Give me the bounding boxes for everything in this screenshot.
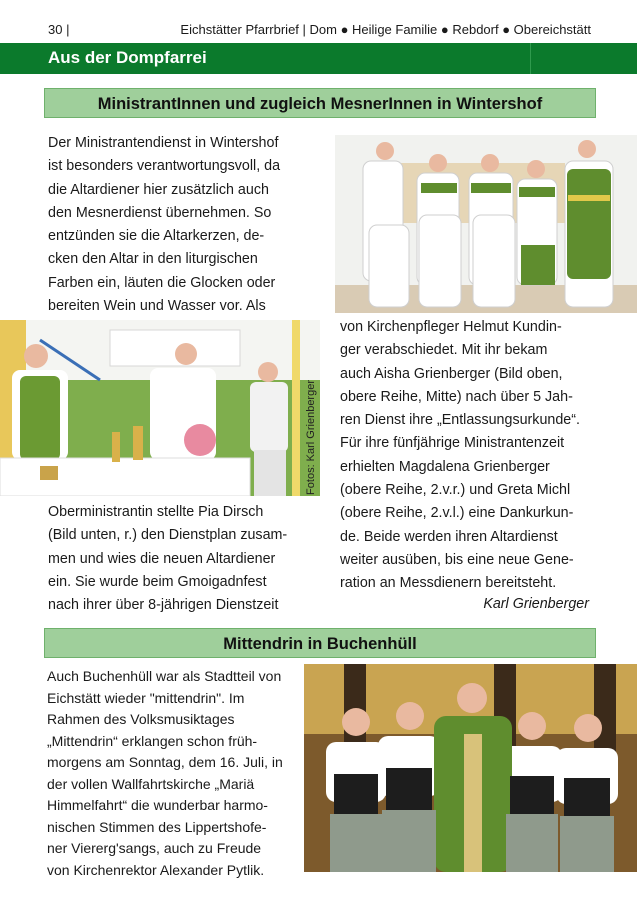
text-line: ein. Sie wurde beim Gmoigadnfest (48, 573, 267, 590)
text-line: (obere Reihe, 2.v.l.) eine Dankurkun- (340, 505, 574, 522)
singers-in-church-photo (304, 664, 637, 872)
text-line: obere Reihe, Mitte) nach über 5 Jah- (340, 388, 573, 405)
text-line: bereiten Wein und Wasser vor. Als (48, 298, 266, 315)
text-line: ner Viererg'sangs, auch zu Freude (47, 840, 262, 856)
text-line: nach ihrer über 8-jährigen Dienstzeit (48, 597, 279, 614)
text-line: erhielten Magdalena Grienberger (340, 458, 550, 475)
text-line: Himmelfahrt“ die wunderbar harmo- (47, 797, 268, 813)
text-line: Oberministrantin stellte Pia Dirsch (48, 504, 264, 520)
text-line: Auch Buchenhüll war als Stadtteil von (47, 668, 282, 684)
text-line: Rahmen des Volksmusiktages (47, 711, 235, 727)
article1-text-col2 (48, 501, 310, 617)
section-bar-divider (530, 43, 531, 74)
text-line: Der Ministrantendienst in Wintershof (48, 135, 279, 151)
text-line: entzünden sie die Altarkerzen, de- (48, 228, 265, 245)
text-line: ren Dienst ihre „Entlassungsurkunde“. (340, 412, 580, 429)
text-line: der vollen Wallfahrtskirche „Mariä (47, 775, 255, 792)
text-line: ger verabschiedet. Mit ihr bekam (340, 342, 548, 359)
article2-text (47, 666, 303, 881)
text-line: auch Aisha Grienberger (Bild oben, (340, 365, 563, 382)
page-number: 30 | (48, 22, 70, 37)
article1-text-col1 (48, 132, 304, 318)
ministrants-group-photo (335, 135, 637, 313)
text-line: von Kirchenrektor Alexander Pytlik. (47, 861, 265, 878)
text-line: de. Beide werden ihren Altardienst (340, 528, 558, 545)
photo-credit: Fotos: Karl Grienberger (305, 380, 317, 495)
article1-headline: MinistrantInnen und zugleich MesnerInnen in Wintershof (44, 88, 596, 118)
text-line: ist besonders verantwortungsvoll, da (48, 158, 281, 175)
article1-text-col3 (340, 316, 596, 596)
text-line: den Mesnerdienst übernehmen. So (48, 204, 272, 221)
section-title: Aus der Dompfarrei (48, 48, 207, 67)
text-line: men und wies die neuen Altardiener (48, 550, 276, 567)
text-line: nischen Stimmen des Lippertshofe- (47, 818, 267, 835)
text-line: weiter ausüben, bis eine neue Gene- (340, 551, 574, 568)
article1-author: Karl Grienberger (483, 596, 589, 612)
text-line: die Altardiener hier zusätzlich auch (48, 181, 269, 198)
text-line: morgens am Sonntag, dem 16. Juli, in (47, 754, 283, 770)
text-line: Eichstätt wieder "mittendrin". Im (47, 689, 245, 706)
text-line: Für ihre fünfjährige Ministrantenzeit (340, 435, 565, 452)
text-line: Farben ein, läuten die Glocken oder (48, 274, 276, 291)
article2-headline: Mittendrin in Buchenhüll (44, 628, 596, 658)
text-line: „Mittendrin“ erklangen schon früh- (47, 732, 258, 749)
text-line: (Bild unten, r.) den Dienstplan zusam- (48, 527, 288, 544)
text-line: von Kirchenpfleger Helmut Kundin- (340, 319, 562, 335)
text-line: ration an Messdienern bereitsteht. (340, 575, 557, 592)
outdoor-altar-photo (0, 320, 320, 496)
text-line: (obere Reihe, 2.v.r.) und Greta Michl (340, 482, 571, 499)
running-head: Eichstätter Pfarrbrief | Dom ● Heilige Familie ● Rebdorf ● Obereichstätt (180, 22, 591, 37)
section-bar (0, 43, 637, 74)
text-line: cken den Altar in den liturgischen (48, 251, 258, 268)
